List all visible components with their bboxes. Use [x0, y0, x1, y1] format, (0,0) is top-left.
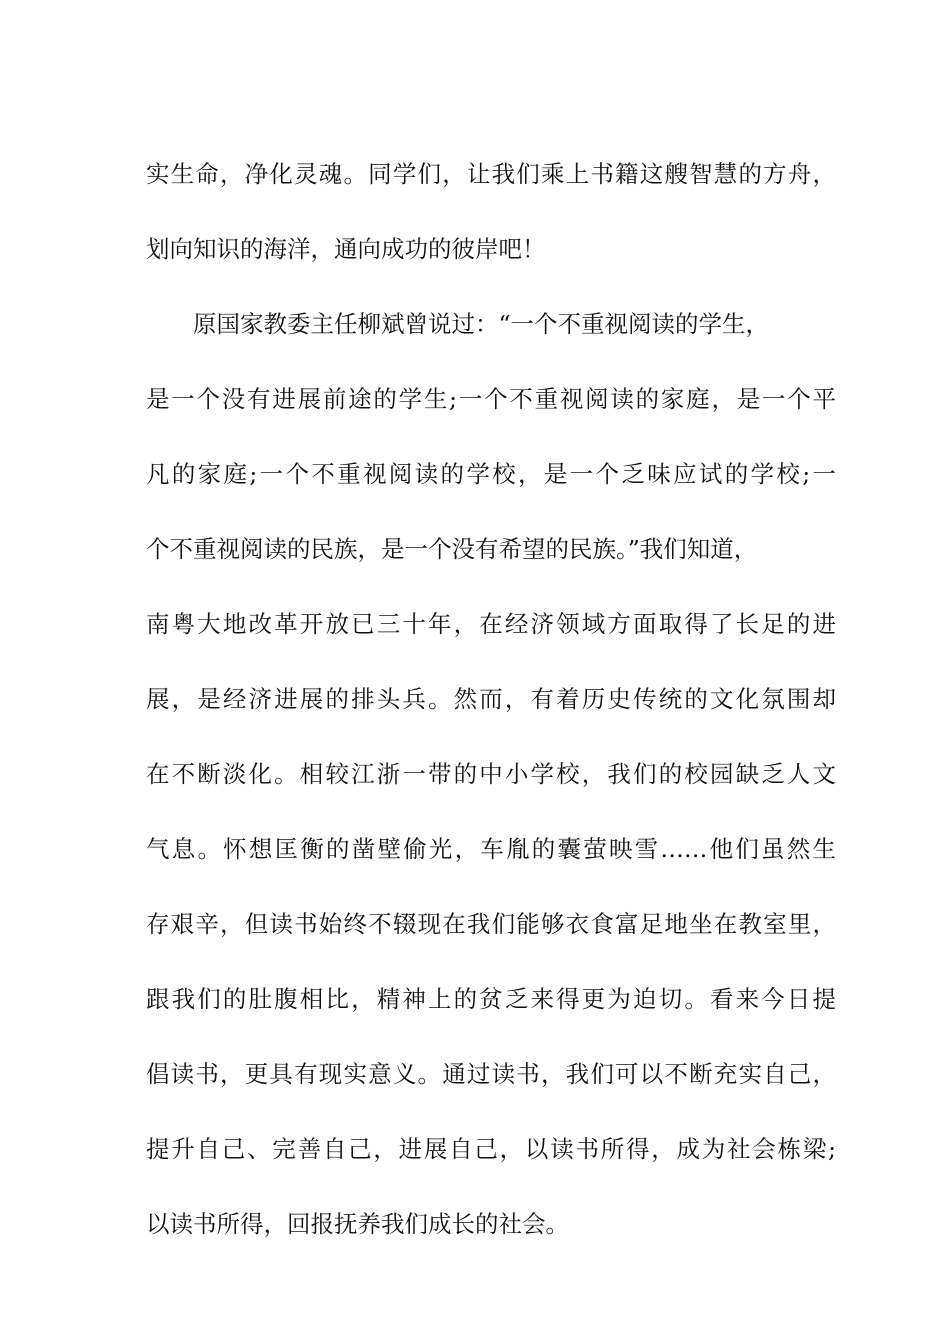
text-line: 存艰辛，但读书始终不辍现在我们能够衣食富足地坐在教室里， [146, 910, 836, 938]
text-line: 实生命，净化灵魂。同学们，让我们乘上书籍这艘智慧的方舟， [146, 160, 836, 188]
text-line: 展，是经济进展的排头兵。然而，有着历史传统的文化氛围却 [146, 685, 836, 713]
text-line: 是一个没有进展前途的学生;一个不重视阅读的家庭，是一个平 [146, 385, 836, 413]
text-line: 跟我们的肚腹相比，精神上的贫乏来得更为迫切。看来今日提 [146, 985, 836, 1013]
text-line: 南粤大地改革开放已三十年，在经济领域方面取得了长足的进 [146, 610, 836, 638]
text-line: 倡读书，更具有现实意义。通过读书，我们可以不断充实自己， [146, 1060, 836, 1088]
text-line: 划向知识的海洋，通向成功的彼岸吧！ [146, 235, 546, 263]
body-text [146, 137, 836, 1262]
text-line: 个不重视阅读的民族，是一个没有希望的民族。”我们知道， [146, 535, 758, 563]
text-line: 在不断淡化。相较江浙一带的中小学校，我们的校园缺乏人文 [146, 760, 836, 788]
paragraph-first-line: 原国家教委主任柳斌曾说过：“一个不重视阅读的学生， [193, 310, 770, 338]
text-line: 提升自己、完善自己，进展自己，以读书所得，成为社会栋梁; [146, 1135, 836, 1163]
text-line: 气息。怀想匡衡的凿壁偷光，车胤的囊萤映雪……他们虽然生 [146, 835, 836, 863]
text-line: 凡的家庭;一个不重视阅读的学校，是一个乏味应试的学校;一 [146, 460, 836, 488]
text-line: 以读书所得，回报抚养我们成长的社会。 [146, 1210, 569, 1238]
